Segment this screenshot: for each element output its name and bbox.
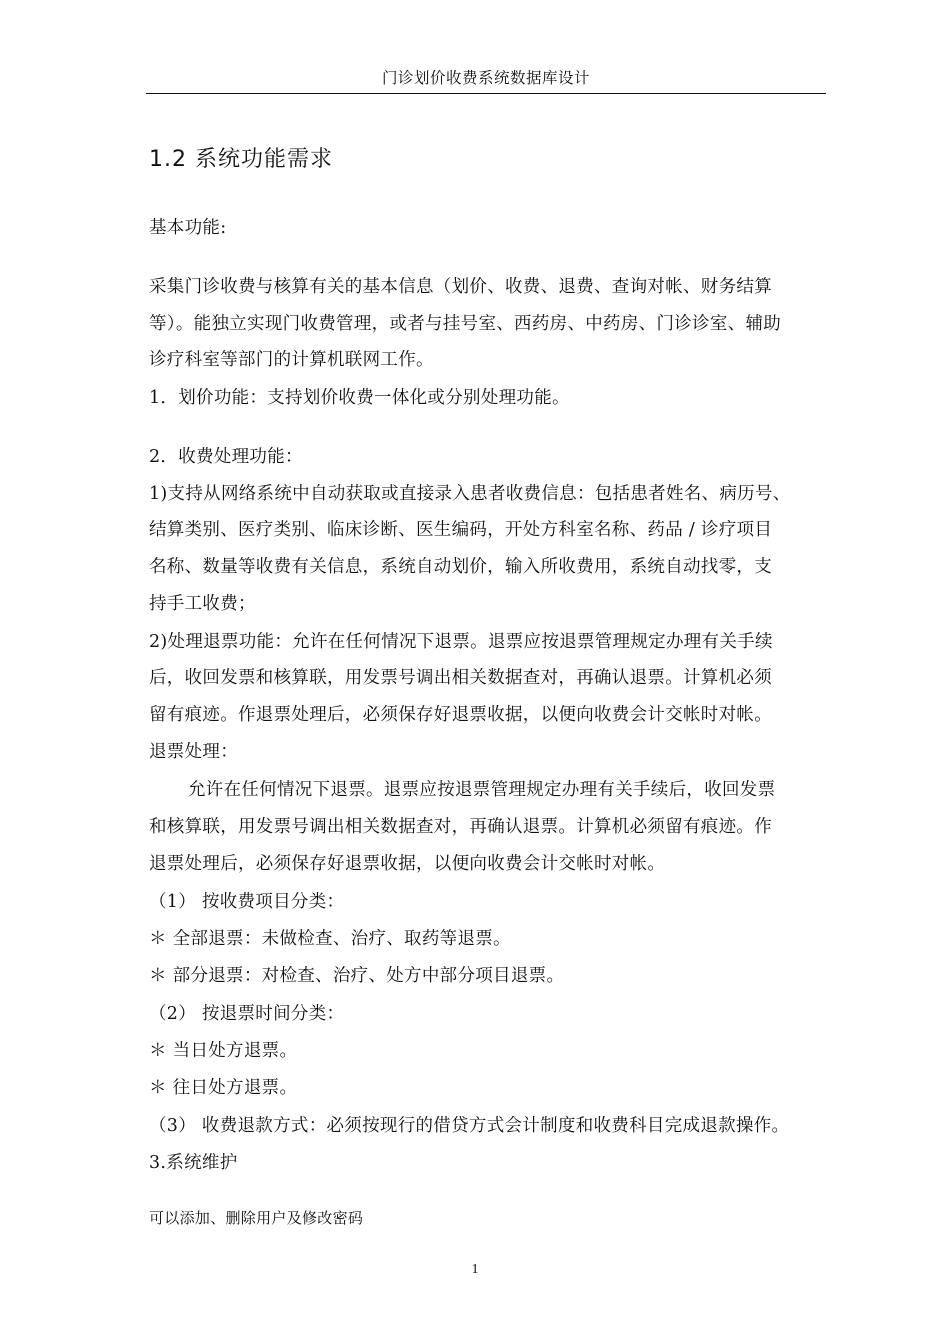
running-header: 门诊划价收费系统数据库设计: [381, 69, 590, 87]
basic-functions-label: 基本功能:: [149, 218, 227, 238]
header-rule: [146, 93, 826, 94]
paragraph-line: 退票处理后，必须保存好退票收据，以便向收费会计交帐时对帐。: [149, 854, 666, 874]
paragraph-line: 结算类别、医疗类别、临床诊断、医生编码，开处方科室名称、药品 / 诊疗项目: [149, 520, 773, 540]
refund-label: 退票处理：: [149, 742, 238, 762]
paragraph-line: 名称、数量等收费有关信息，系统自动划价，输入所收费用，系统自动找零，支: [149, 557, 772, 577]
bullet-item: ＊ 全部退票：未做检查、治疗、取药等退票。: [149, 929, 511, 949]
paragraph-line: 允许在任何情况下退票。退票应按退票管理规定办理有关手续后，收回发票: [188, 780, 776, 800]
sub-heading: （2） 按退票时间分类：: [149, 1004, 345, 1024]
page-number: 1: [471, 1262, 479, 1277]
bullet-item: ＊ 当日处方退票。: [149, 1041, 298, 1061]
list-item-pricing: 1．划价功能：支持划价收费一体化或分别处理功能。: [149, 388, 570, 408]
sub-heading: （1） 按收费项目分类：: [149, 892, 345, 912]
paragraph-line: 后，收回发票和核算联，用发票号调出相关数据查对，再确认退票。计算机必须: [149, 668, 772, 688]
paragraph-line: 和核算联，用发票号调出相关数据查对，再确认退票。计算机必须留有痕迹。作: [149, 817, 772, 837]
list-item-maintenance: 3.系统维护: [149, 1153, 238, 1173]
paragraph-line: 1)支持从网络系统中自动获取或直接录入患者收费信息：包括患者姓名、病历号、: [149, 484, 791, 504]
section-heading: 1.2 系统功能需求: [149, 147, 333, 172]
list-item-charging: 2．收费处理功能：: [149, 447, 303, 467]
paragraph-line: 诊疗科室等部门的计算机联网工作。: [149, 350, 434, 370]
paragraph-line: 持手工收费；: [149, 594, 256, 614]
paragraph-line: 2)处理退票功能：允许在任何情况下退票。退票应按退票管理规定办理有关手续: [149, 632, 773, 652]
paragraph-line: 留有痕迹。作退票处理后，必须保存好退票收据，以便向收费会计交帐时对帐。: [149, 705, 772, 725]
paragraph-line: 采集门诊收费与核算有关的基本信息（划价、收费、退费、查询对帐、财务结算: [149, 277, 772, 297]
bullet-item: ＊ 往日处方退票。: [149, 1078, 298, 1098]
paragraph-line: 等）。能独立实现门收费管理，或者与挂号室、西药房、中药房、门诊诊室、辅助: [149, 314, 782, 334]
sub-heading: （3） 收费退款方式：必须按现行的借贷方式会计制度和收费科目完成退款操作。: [149, 1116, 790, 1136]
paragraph-line: 可以添加、删除用户及修改密码: [149, 1209, 364, 1227]
bullet-item: ＊ 部分退票：对检查、治疗、处方中部分项目退票。: [149, 966, 565, 986]
